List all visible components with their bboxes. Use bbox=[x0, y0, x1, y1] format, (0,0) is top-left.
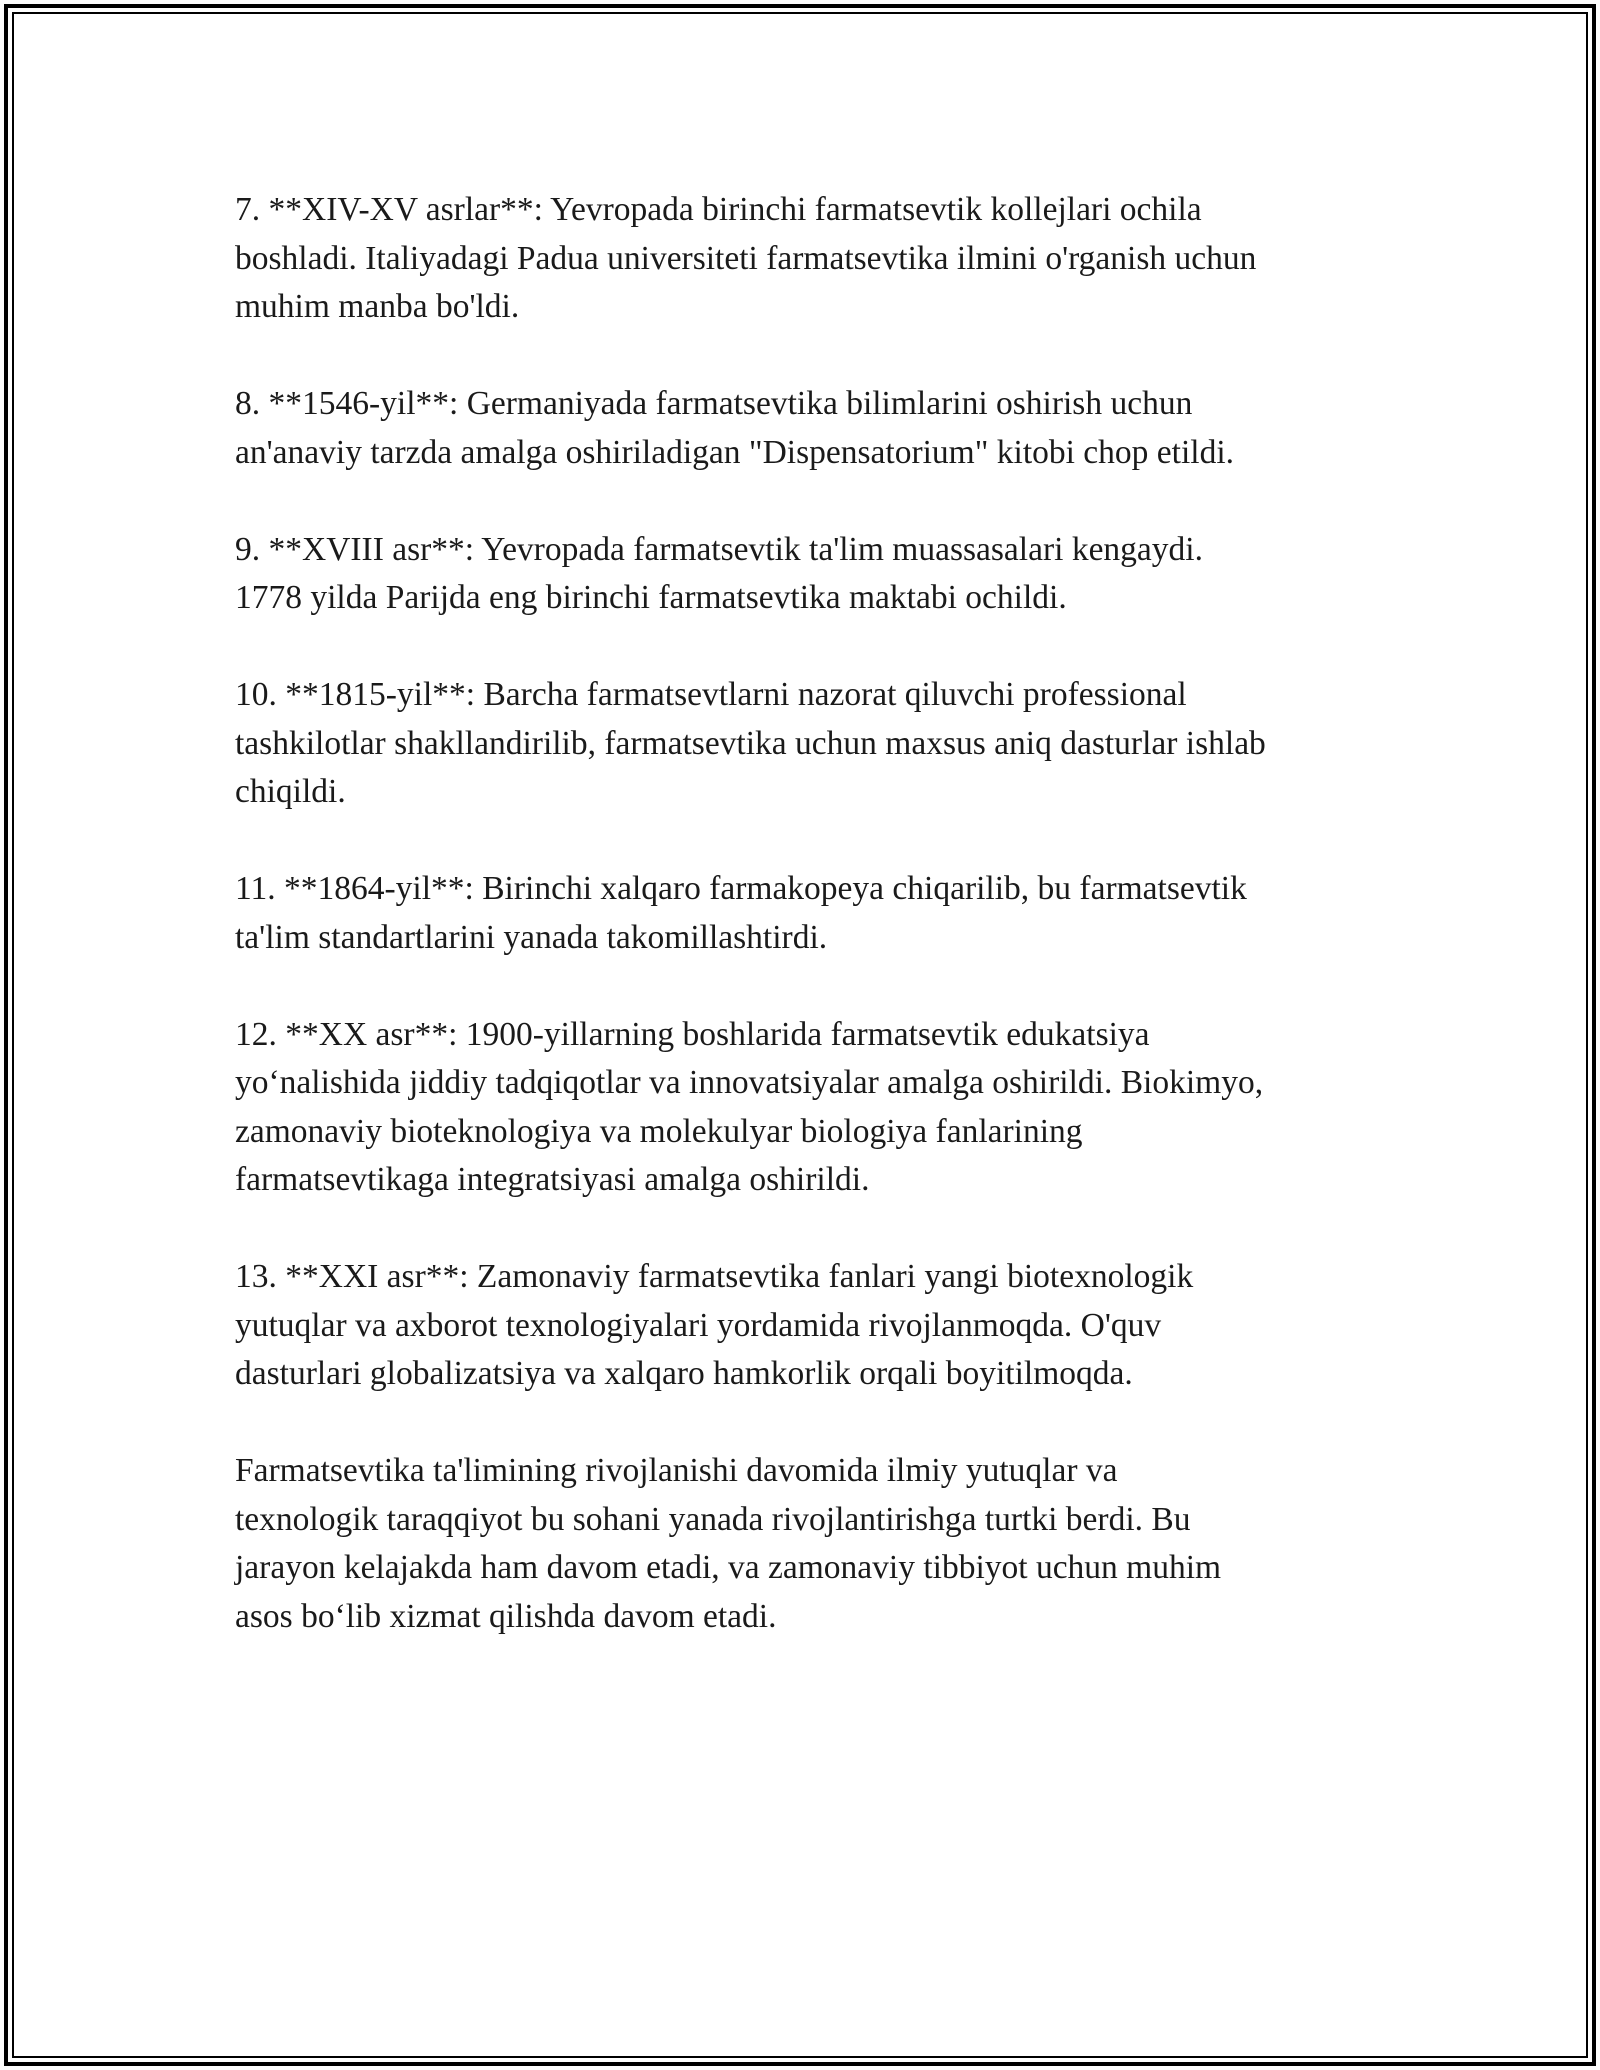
text-line: 7. **XIV-XV asrlar**: Yevropada birinchi farmatsevtik kollejlari ochila bbox=[235, 191, 1202, 228]
text-line: yo‘nalishida jiddiy tadqiqotlar va innovatsiyalar amalga oshirildi. Biokimyo, bbox=[235, 1064, 1264, 1101]
paragraph-item-10 bbox=[235, 671, 1415, 817]
text-line: Farmatsevtika ta'limining rivojlanishi davomida ilmiy yutuqlar va bbox=[235, 1452, 1118, 1489]
paragraph-item-8 bbox=[235, 380, 1415, 477]
paragraph-item-7 bbox=[235, 186, 1415, 332]
text-line: tashkilotlar shakllandirilib, farmatsevtika uchun maxsus aniq dasturlar ishlab bbox=[235, 724, 1266, 762]
text-line: texnologik taraqqiyot bu sohani yanada rivojlantirishga turtki berdi. Bu bbox=[235, 1500, 1191, 1538]
text-line: asos bo‘lib xizmat qilishda davom etadi. bbox=[235, 1597, 777, 1635]
paragraph-conclusion bbox=[235, 1447, 1415, 1641]
text-line: chiqildi. bbox=[235, 773, 346, 810]
text-line: muhim manba bo'ldi. bbox=[235, 288, 520, 325]
paragraph-item-11 bbox=[235, 865, 1415, 962]
paragraph-item-12 bbox=[235, 1011, 1415, 1205]
text-line: 12. **XX asr**: 1900-yillarning boshlarida farmatsevtik edukatsiya bbox=[235, 1015, 1150, 1053]
text-line: 1778 yilda Parijda eng birinchi farmatsevtika maktabi ochildi. bbox=[235, 579, 1067, 616]
text-line: 11. **1864-yil**: Birinchi xalqaro farmakopeya chiqarilib, bu farmatsevtik bbox=[235, 870, 1247, 907]
paragraph-item-13 bbox=[235, 1253, 1415, 1399]
paragraph-item-9 bbox=[235, 526, 1415, 623]
document-body bbox=[235, 186, 1415, 1690]
text-line: boshladi. Italiyadagi Padua universiteti farmatsevtika ilmini o'rganish uchun bbox=[235, 239, 1257, 277]
text-line: 13. **XXI asr**: Zamonaviy farmatsevtika fanlari yangi biotexnologik bbox=[235, 1258, 1194, 1295]
text-line: 9. **XVIII asr**: Yevropada farmatsevtik ta'lim muassasalari kengaydi. bbox=[235, 530, 1203, 568]
text-line: ta'lim standartlarini yanada takomillashtirdi. bbox=[235, 918, 828, 956]
text-line: jarayon kelajakda ham davom etadi, va zamonaviy tibbiyot uchun muhim bbox=[235, 1549, 1222, 1586]
text-line: farmatsevtikaga integratsiyasi amalga oshirildi. bbox=[235, 1161, 870, 1198]
text-line: an'anaviy tarzda amalga oshiriladigan "Dispensatorium" kitobi chop etildi. bbox=[235, 433, 1235, 471]
text-line: 10. **1815-yil**: Barcha farmatsevtlarni nazorat qiluvchi professional bbox=[235, 676, 1187, 713]
text-line: dasturlari globalizatsiya va xalqaro hamkorlik orqali boyitilmoqda. bbox=[235, 1355, 1133, 1392]
text-line: yutuqlar va axborot texnologiyalari yordamida rivojlanmoqda. O'quv bbox=[235, 1306, 1162, 1344]
text-line: zamonaviy bioteknologiya va molekulyar biologiya fanlarining bbox=[235, 1112, 1083, 1150]
text-line: 8. **1546-yil**: Germaniyada farmatsevtika bilimlarini oshirish uchun bbox=[235, 385, 1193, 422]
